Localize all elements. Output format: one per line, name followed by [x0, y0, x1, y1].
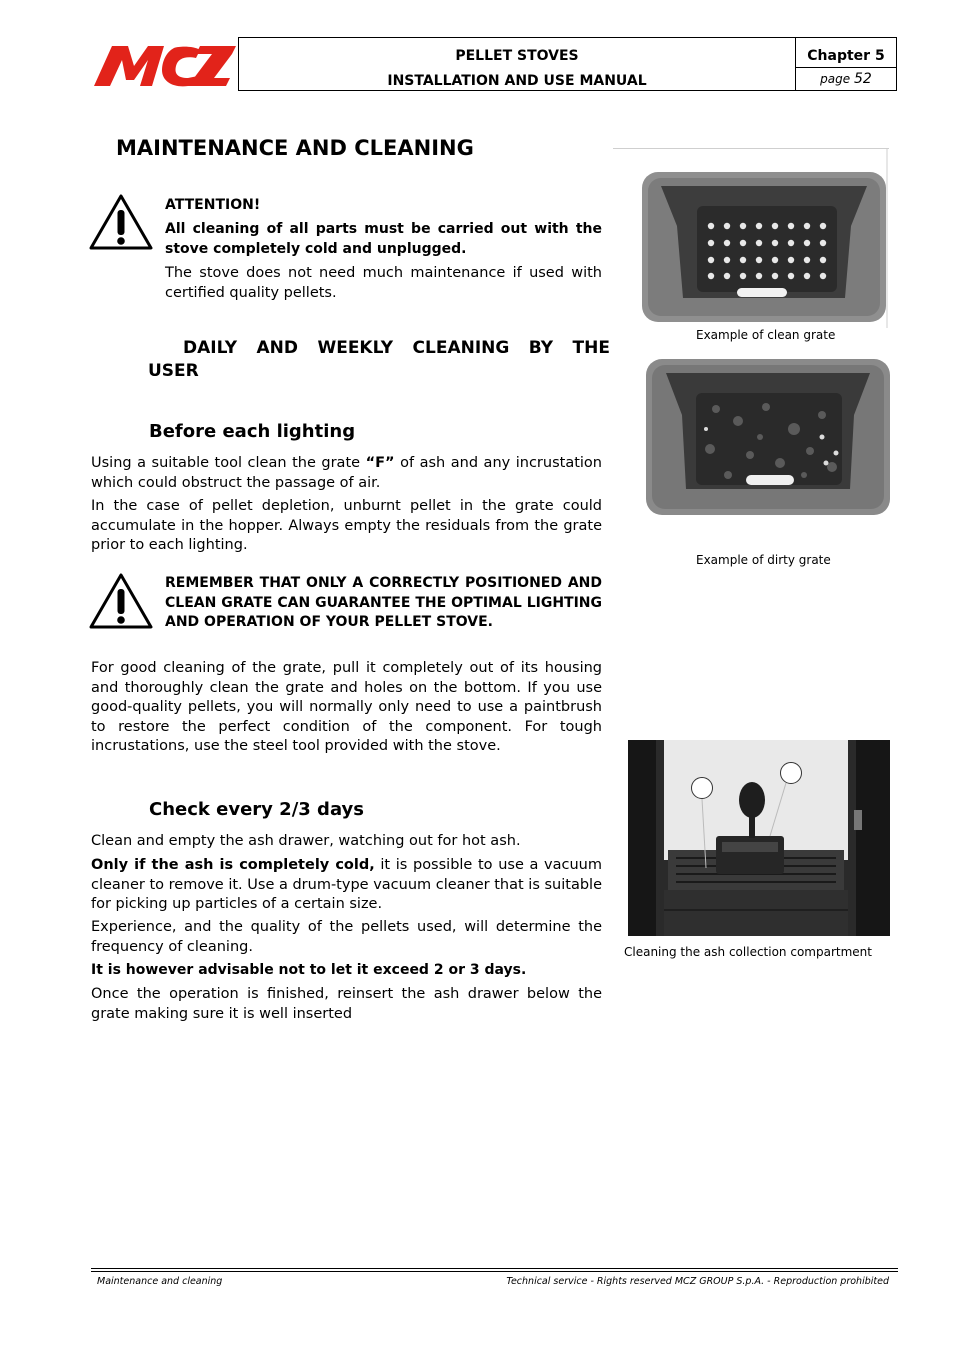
grate-letter: “F”	[365, 455, 395, 471]
text-run: it is possible to use a vacuum cleaner to remove it. Use a drum-type vacuum cleaner that is suitable for picking up particles of a certain size.	[91, 857, 602, 912]
footer-rule	[91, 1271, 898, 1272]
check-days-paragraph-5: Once the operation is finished, reinsert the ash drawer below the grate making sure it is well inserted	[91, 986, 602, 1022]
check-days-paragraph-2	[91, 856, 602, 915]
footer-rule	[91, 1268, 898, 1269]
dirty-grate-caption: Example of dirty grate	[696, 553, 831, 567]
attention-bold-text: All cleaning of all parts must be carried out with the stove completely cold and unplugged.	[165, 221, 602, 257]
before-lighting-heading: Before each lighting	[149, 421, 356, 442]
bold-run: Only if the ash is completely cold,	[91, 857, 375, 873]
clean-grate-photo	[613, 148, 889, 328]
check-days-paragraph-1: Clean and empty the ash drawer, watching out for hot ash.	[91, 833, 521, 849]
footer-left: Maintenance and cleaning	[97, 1276, 223, 1287]
logo-text: MCZ	[90, 42, 93, 43]
check-days-paragraph-3: Experience, and the quality of the pellets used, will determine the frequency of cleaning.	[91, 919, 602, 955]
warning-triangle-icon	[89, 572, 153, 630]
before-lighting-paragraph-1	[91, 454, 602, 493]
text-run: of ash and any incrustation which could obstruct the passage of air.	[91, 455, 602, 491]
dirty-grate-photo	[646, 359, 890, 515]
mcz-logo	[90, 42, 236, 88]
ash-compartment-caption: Cleaning the ash collection compartment	[624, 945, 872, 959]
page-number-value: 52	[853, 71, 872, 87]
header-title-line1: PELLET STOVES	[455, 48, 579, 64]
section-title: MAINTENANCE AND CLEANING	[116, 136, 474, 160]
page-number	[796, 68, 896, 90]
remember-notice: REMEMBER THAT ONLY A CORRECTLY POSITIONED AND CLEAN GRATE CAN GUARANTEE THE OPTIMAL LIGHTING AND OPERATION OF YOUR PELLET STOVE.	[165, 575, 602, 630]
check-days-warning: It is however advisable not to let it exceed 2 or 3 days.	[91, 962, 527, 978]
page-label: page	[820, 72, 851, 86]
attention-heading: ATTENTION!	[165, 197, 261, 213]
footer-right: Technical service - Rights reserved MCZ GROUP S.p.A. - Reproduction prohibited	[506, 1276, 889, 1287]
clean-grate-caption: Example of clean grate	[696, 328, 836, 342]
header-box	[238, 37, 897, 91]
grate-cleaning-paragraph: For good cleaning of the grate, pull it completely out of its housing and thoroughly clean the grate and holes on the bottom. If you use good-quality pellets, you will normally only need to use a paintbrush to restore the perfect condition of the component. For tough incrustations, use the steel tool provided with the stove.	[91, 660, 602, 754]
chapter-label: Chapter 5	[796, 38, 896, 68]
daily-weekly-heading: DAILY AND WEEKLY CLEANING BY THE USER	[148, 338, 610, 381]
text-run: Using a suitable tool clean the grate	[91, 455, 366, 471]
warning-triangle-icon	[89, 193, 153, 251]
check-days-heading: Check every 2/3 days	[149, 799, 364, 820]
ash-compartment-photo	[628, 740, 890, 936]
header-title-line2: INSTALLATION AND USE MANUAL	[387, 73, 647, 89]
before-lighting-paragraph-2: In the case of pellet depletion, unburnt pellet in the grate could accumulate in the hopper. Always empty the residuals from the grate prior to each lighting.	[91, 498, 602, 553]
attention-text: The stove does not need much maintenance if used with certified quality pellets.	[165, 265, 602, 301]
